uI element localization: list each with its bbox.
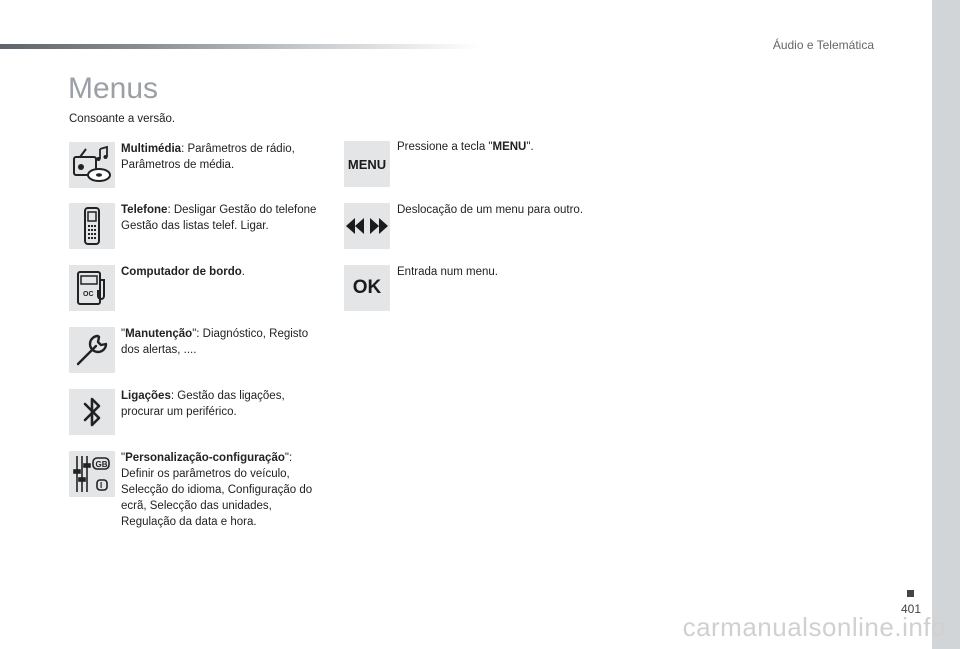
navigation-arrows-key <box>344 203 390 249</box>
arrows-key-description: Deslocação de um menu para outro. <box>397 204 584 216</box>
trip-label: OC <box>83 291 94 298</box>
menu-item-name: Personalização-configuração <box>125 452 285 464</box>
key-text: ". <box>526 141 534 153</box>
section-title: Áudio e Telemática <box>772 38 874 52</box>
wrench-icon <box>69 327 115 373</box>
menu-item-multimedia <box>121 141 326 173</box>
menu-item-text: ": Definir os parâmetros do veículo, Selecção do idioma, Configuração do ecrã, Selecção das unidades, Regulação da data e hora. <box>121 452 313 528</box>
key-text: Pressione a tecla " <box>397 141 493 153</box>
menu-key-description <box>397 139 657 155</box>
multimedia-icon <box>69 142 115 188</box>
menu-item-personalisation <box>121 450 326 530</box>
page-marker <box>907 590 914 597</box>
menu-item-text: . <box>241 266 245 278</box>
page-title: Menus <box>68 72 159 105</box>
menu-item-name: Multimédia <box>121 143 182 155</box>
menu-item-text: ": Diagnóstico, Registo dos alertas, .... <box>121 328 309 356</box>
menu-key: MENU <box>344 141 390 187</box>
menu-item-trip-computer <box>121 264 326 280</box>
ok-key-description: Entrada num menu. <box>397 266 499 278</box>
header-gradient-bar <box>0 44 480 49</box>
menu-item-text: : Desligar Gestão do telefone Gestão das listas telef. Ligar. <box>121 204 317 232</box>
language-badge: GB <box>95 460 108 469</box>
menu-item-maintenance <box>121 326 326 358</box>
menu-item-name: Computador de bordo <box>121 266 242 278</box>
menu-item-text: : Gestão das ligações, procurar um periférico. <box>121 390 285 418</box>
trip-computer-icon <box>69 265 115 311</box>
menu-item-name: Manutenção <box>125 328 193 340</box>
watermark: carmanualsonline.info <box>682 612 946 642</box>
page-number: 401 <box>901 602 922 616</box>
key-text-bold: MENU <box>492 141 527 153</box>
phone-icon <box>69 203 115 249</box>
menu-item-quote: " <box>121 328 126 340</box>
menu-item-name: Ligações <box>121 390 171 402</box>
menu-item-quote: " <box>121 452 126 464</box>
menu-item-connections <box>121 388 326 420</box>
left-right-arrows-icon <box>346 216 388 236</box>
intro-text: Consoante a versão. <box>69 113 176 125</box>
settings-icon <box>69 451 115 497</box>
bluetooth-icon <box>69 389 115 435</box>
menu-item-phone <box>121 202 326 234</box>
side-strip <box>932 0 960 649</box>
menu-item-name: Telefone <box>121 204 168 216</box>
unit-badge: I <box>100 481 103 490</box>
menu-item-text: : Parâmetros de rádio, Parâmetros de média. <box>121 143 295 171</box>
ok-key: OK <box>344 265 390 311</box>
